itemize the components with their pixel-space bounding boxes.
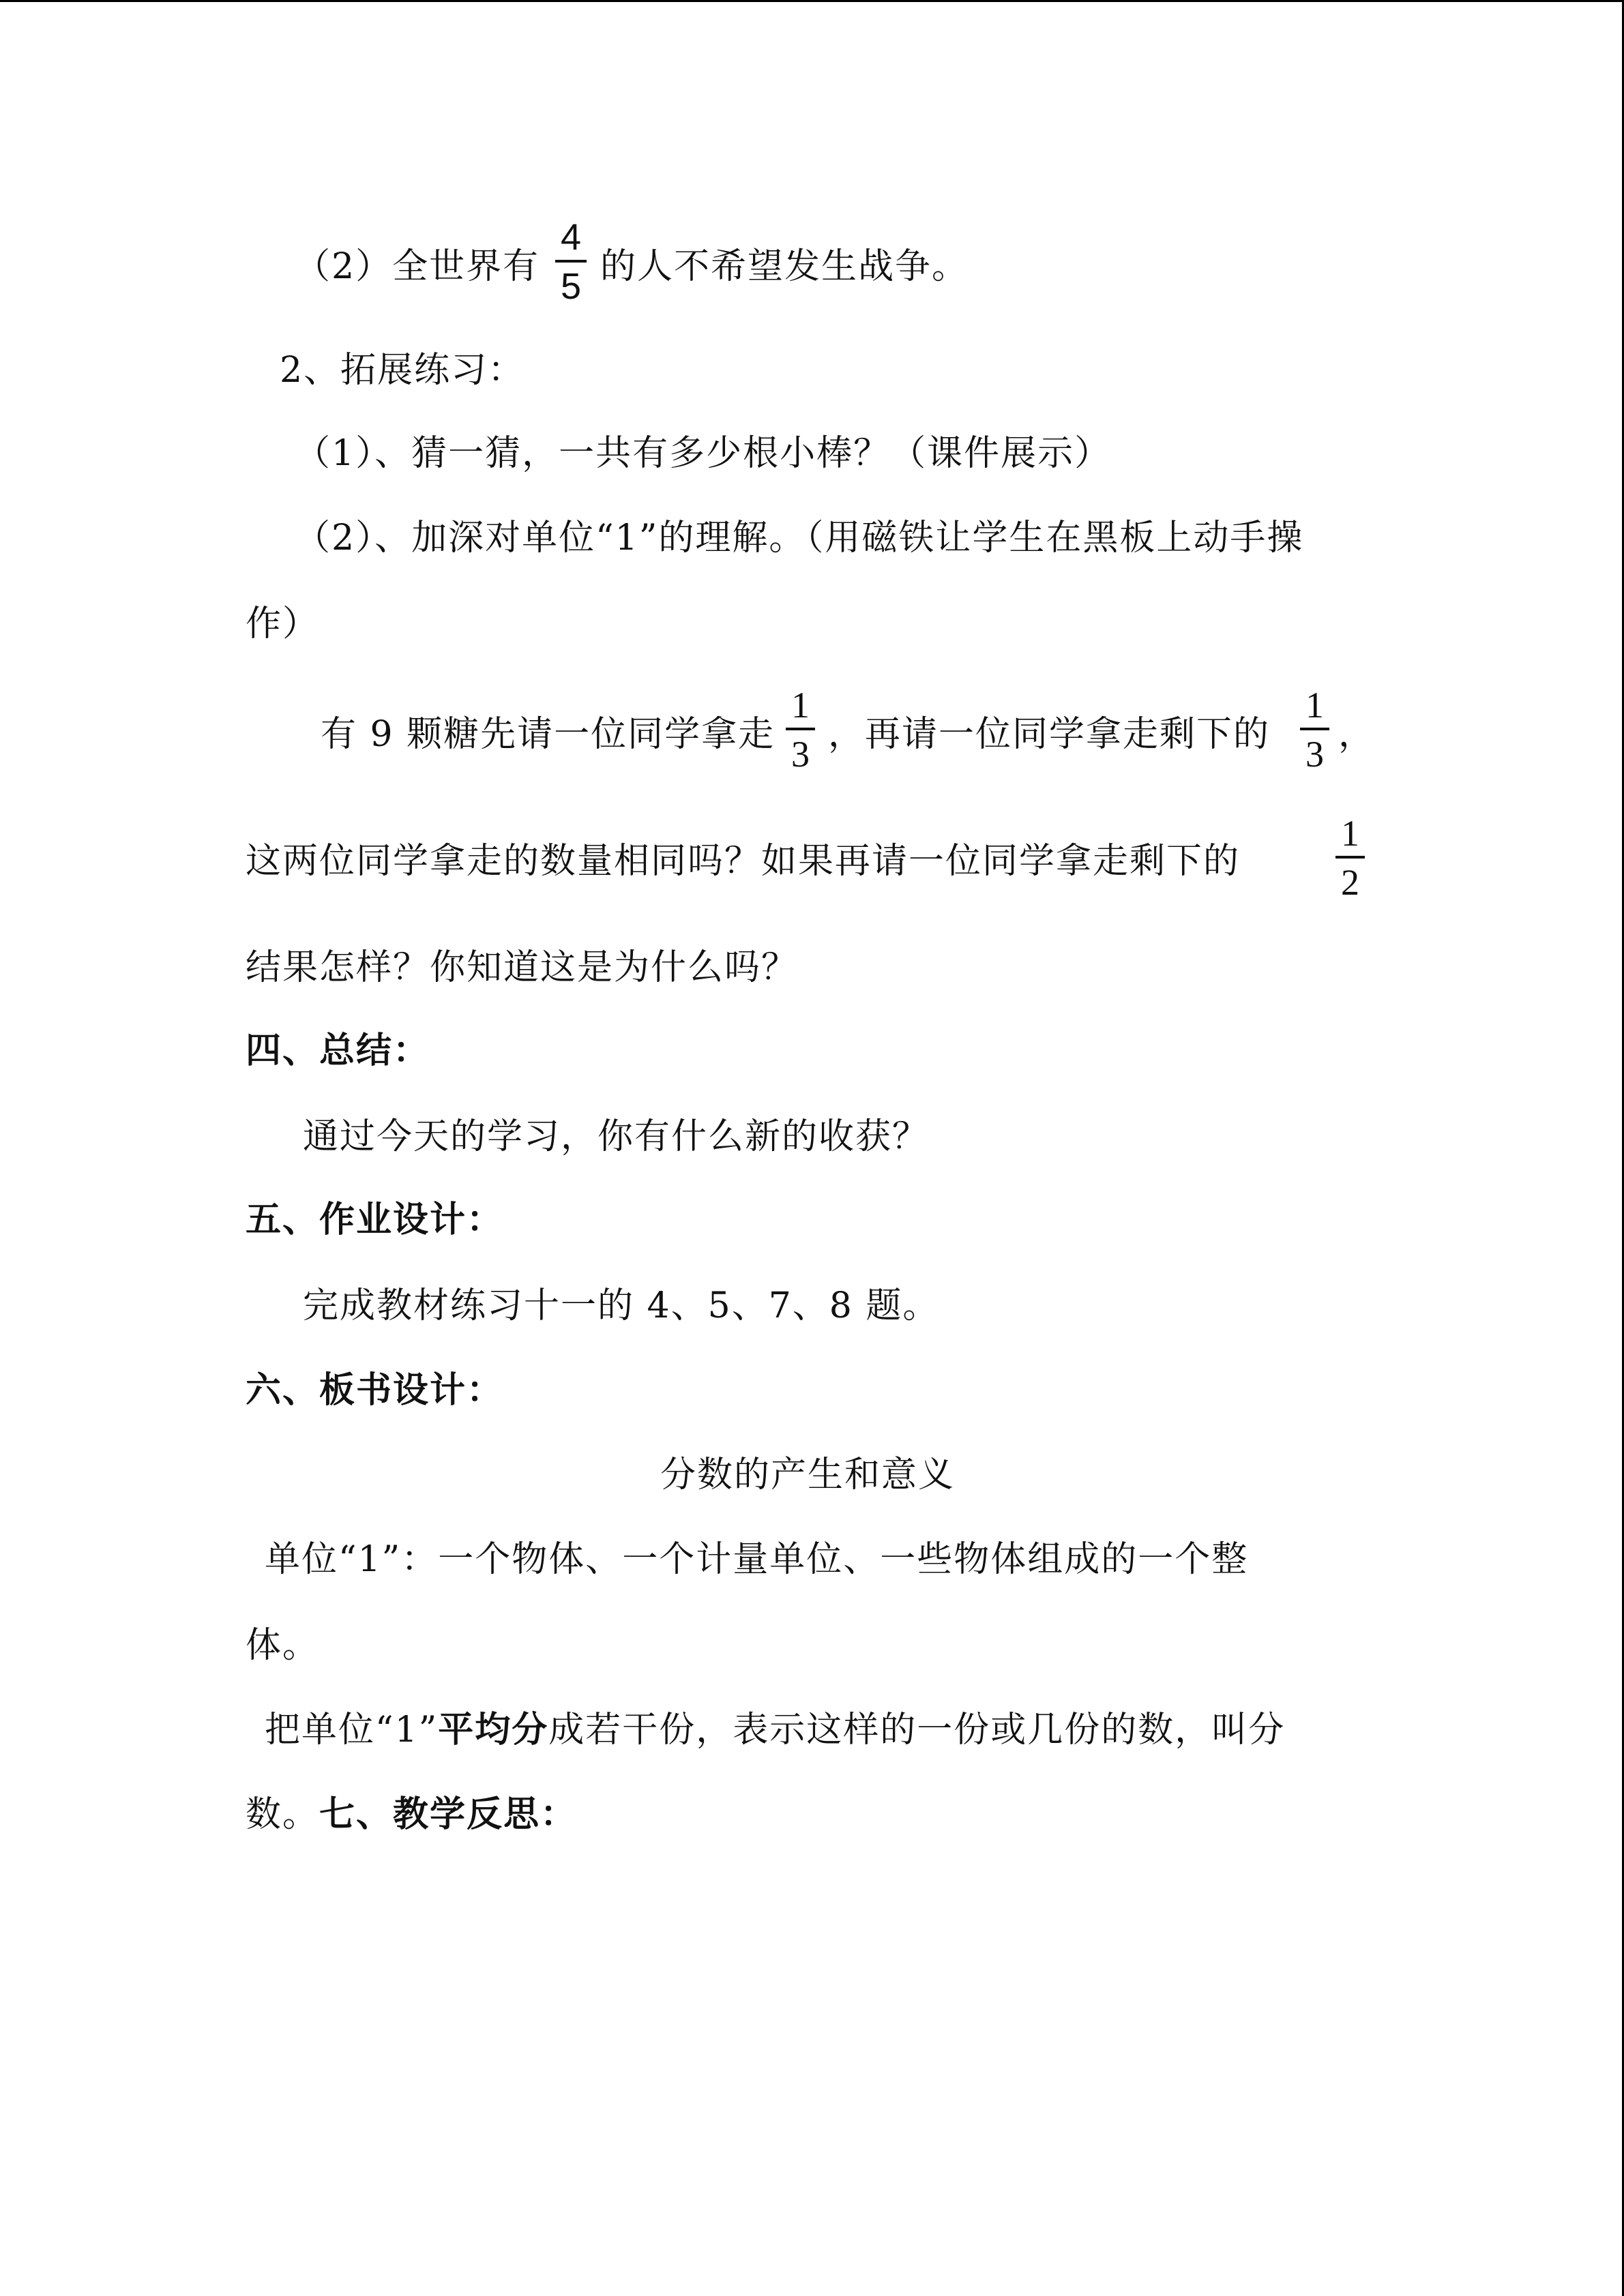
section-5-text: 完成教材练习十一的 4、5、7、8 题。 — [303, 1285, 940, 1326]
fraction-denominator: 3 — [1305, 734, 1324, 775]
board-line-2-continued — [246, 1794, 577, 1835]
fraction-denominator: 3 — [791, 734, 810, 775]
board-title: 分数的产生和意义 — [660, 1455, 956, 1495]
fraction-numerator: 1 — [1305, 685, 1324, 726]
candy-comma: ， — [1338, 714, 1376, 755]
fraction-1-2 — [1335, 815, 1365, 901]
section-4-text: 通过今天的学习，你有什么新的收获？ — [303, 1116, 930, 1157]
fraction-1-3-second — [1300, 687, 1329, 773]
extension-item-1: （1）、猜一猜，一共有多少根小棒？（课件展示） — [295, 433, 1112, 474]
fraction-numerator: 1 — [1341, 813, 1359, 854]
candy-text-part2: ，再请一位同学拿走剩下的 — [828, 714, 1271, 755]
board-line-2-suffix: 成若干份，表示这样的一份或几份的数，叫分 — [548, 1710, 1286, 1750]
fraction-numerator: 4 — [561, 217, 582, 258]
extension-title: 2、拓展练习： — [280, 350, 525, 391]
candy-text-line2: 这两位同学拿走的数量相同吗？如果再请一位同学拿走剩下的 — [246, 841, 1241, 882]
section-7-title: 七、教学反思： — [319, 1793, 578, 1835]
fraction-1-3-first — [786, 687, 815, 773]
candy-text-line3: 结果怎样？你知道这是为什么吗？ — [246, 947, 799, 988]
extension-item-2-line1: （2）、加深对单位“1”的理解。（用磁铁让学生在黑板上动手操 — [295, 518, 1304, 558]
fraction-4-5 — [555, 219, 587, 305]
board-line-2-end: 数。 — [246, 1794, 320, 1835]
item-2-prefix: （2）全世界有 — [295, 246, 540, 287]
extension-item-2-line2: 作） — [246, 603, 320, 644]
board-line-2-prefix: 把单位“1” — [265, 1710, 439, 1750]
board-line-1-continued: 体。 — [246, 1625, 320, 1666]
fraction-numerator: 1 — [791, 685, 810, 726]
section-6-title: 六、板书设计： — [246, 1369, 504, 1411]
item-2-suffix: 的人不希望发生战争。 — [600, 246, 969, 287]
board-line-1: 单位“1”：一个物体、一个计量单位、一些物体组成的一个整 — [265, 1539, 1249, 1580]
fraction-denominator: 5 — [561, 266, 582, 307]
section-4-title: 四、总结： — [246, 1030, 430, 1071]
fraction-denominator: 2 — [1341, 862, 1359, 903]
board-line-2-emphasis: 平均分 — [438, 1709, 549, 1750]
board-line-2 — [265, 1710, 1285, 1750]
candy-text-part1: 有 9 颗糖先请一位同学拿走 — [321, 714, 776, 755]
section-5-title: 五、作业设计： — [246, 1199, 504, 1240]
